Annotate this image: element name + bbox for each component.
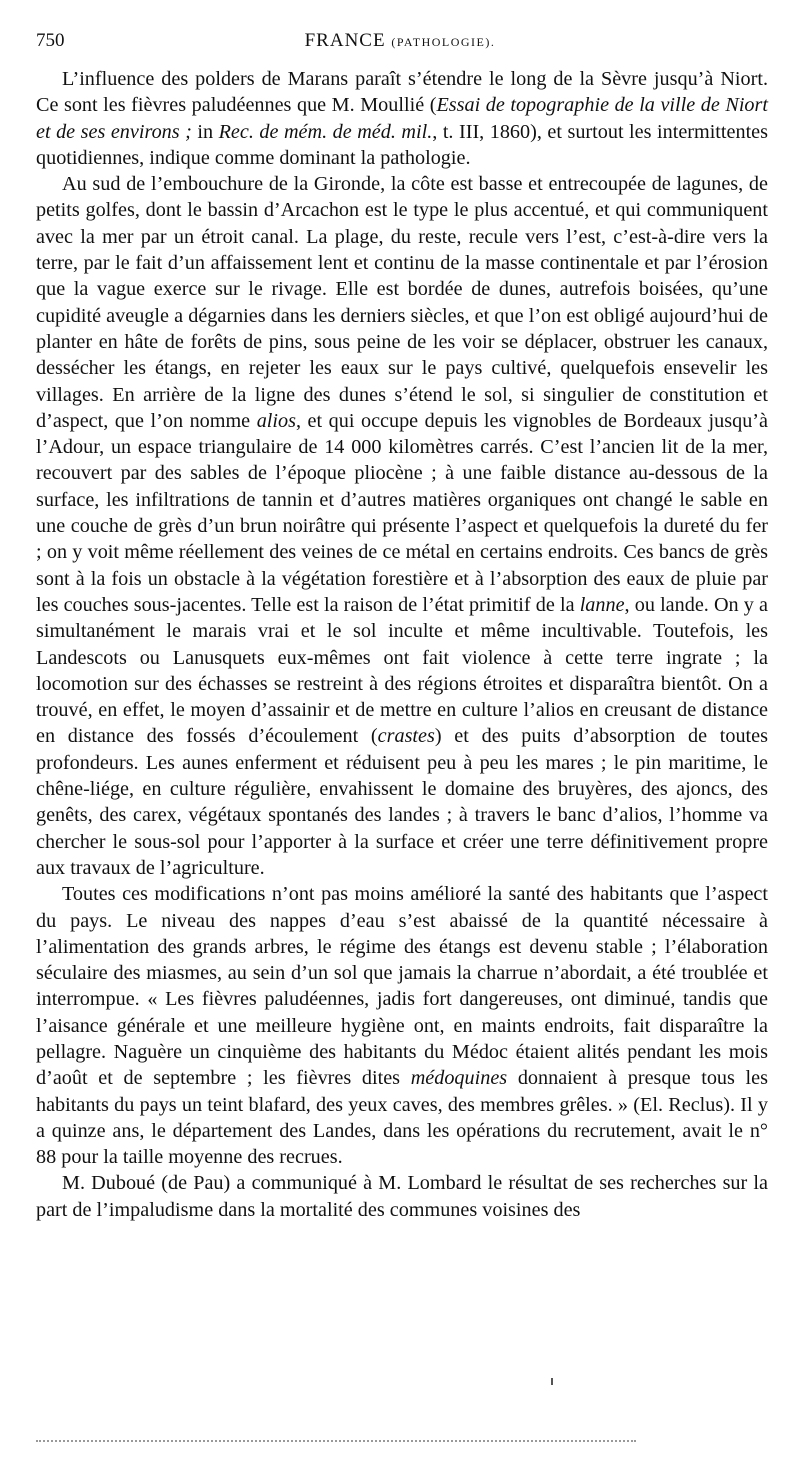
body-text <box>36 66 768 1223</box>
text-run: Au sud de l’embouchure de la Gironde, la côte est basse et entrecoupée de lagunes, de petits golfes, dont le bassin d’Arcachon est le type le plus accentué, et qui communiquent avec la mer par un étroit canal. La plage, du reste, recule vers l’est, c’est-à-dire vers la terre, par le fait d’un affaissement lent et continu de la masse continentale et par l’érosion que la vague exerce sur le rivage. Elle est bordée de dunes, autrefois boisées, qu’une cupidité aveugle a dégarnies dans les derniers siècles, et que l’on est obligé aujourd’hui de planter en hâte de forêts de pins, sous peine de les voir se déplacer, obstruer les canaux, dessécher les étangs, en rejeter les eaux sur le pays cultivé, quelquefois ensevelir les villages. En arrière de la ligne des dunes s’étend le sol, si singulier de constitution et d’aspect, que l’on nomme <box>36 173 768 432</box>
text-run: Toutes ces modifications n’ont pas moins amélioré la santé des habitants que l’aspect du pays. Le niveau des nappes d’eau s’est abaissé de la quantité nécessaire à l’alimentation des grands arbres, le régime des étangs est devenu stable ; l’élaboration séculaire des miasmes, au sein d’un sol que jamais la charrue n’abordait, a été troublée et interrompue. « Les fièvres paludéennes, jadis fort dangereuses, ont diminué, tandis que l’aisance générale et une meilleure hygiène ont, en maints endroits, fait disparaître la pellagre. Naguère un cinquième des habitants du Médoc étaient alités pendant les mois d’août et de septembre ; les fièvres dites <box>36 883 768 1090</box>
text-run: donnaient à presque tous les habitants du pays un teint blafard, des yeux caves, des membres grêles. » (El. Reclus). Il y a quinze ans, le département des Landes, dans les opérations du recrutement, avait le n° 88 pour la taille moyenne des recrues. <box>36 1067 768 1169</box>
italic-text-run: Essai de topographie de la ville de Niort et de ses environs ; <box>36 94 768 143</box>
text-run: , t. III, 1860), et surtout les intermittentes quotidiennes, indique comme dominant la pathologie. <box>36 120 769 169</box>
stray-ink-mark <box>551 1378 553 1385</box>
paragraph-1 <box>36 66 768 171</box>
text-run: L’influence des polders de Marans paraît s’étendre le long de la Sèvre jusqu’à Niort. Ce sont les fièvres paludéennes que M. Moullié ( <box>36 68 768 117</box>
text-run: , ou lande. On y a simultanément le marais vrai et le sol inculte et même incultivable. Toutefois, les Landescots ou Lanusquets eux-mêmes ont fait violence à cette terre ingrate ; la locomotion sur des échasses se restreint à des régions étroites et disparaîtra bientôt. On a trouvé, en effet, le moyen d’assainir et de mettre en culture l’alios en creusant de distance en distance des fossés d’écoulement ( <box>36 593 768 748</box>
page-number: 750 <box>36 30 65 51</box>
italic-text-run: alios <box>256 409 296 432</box>
italic-text-run: médoquines <box>410 1067 508 1090</box>
page-header <box>36 30 764 56</box>
text-run: , et qui occupe depuis les vignobles de Bordeaux jusqu’à l’Adour, un espace triangulaire de 14 000 kilomètres carrés. C’est l’ancien lit de la mer, recouvert par des sables de l’époque pliocène ; à une faible distance au-dessous de la surface, les infiltrations de tannin et d’autres matières organiques ont changé le sable en une couche de grès d’un brun noirâtre qui présente l’aspect et quelquefois la dureté du fer ; on y voit même réellement des veines de ce métal en certains endroits. Ces bancs de grès sont à la fois un obstacle à la végétation forestière et à l’absorption des eaux de pluie par les couches sous-jacentes. Telle est la raison de l’état primitif de la <box>36 409 768 616</box>
paragraph-4 <box>36 1170 768 1223</box>
paragraph-3 <box>36 881 768 1170</box>
footer-dotted-rule <box>36 1440 636 1444</box>
paragraph-2 <box>36 171 768 881</box>
text-run: in <box>191 120 219 143</box>
running-title-main: FRANCE <box>304 30 386 51</box>
text-run: ) et des puits d’absorption de toutes profondeurs. Les aunes enferment et réduisent peu à peu les mares ; le pin maritime, le chêne-liége, en culture régulière, envahissent le domaine des bruyères, des ajoncs, des genêts, des carex, végétaux spontanés des landes ; à travers le banc d’alios, l’homme va chercher le sous-sol pour l’apporter à la surface et créer une terre définitivement propre aux travaux de l’agriculture. <box>36 725 768 879</box>
italic-text-run: Rec. de mém. de méd. mil. <box>218 120 433 143</box>
italic-text-run: crastes <box>377 725 435 748</box>
running-title <box>36 30 764 52</box>
italic-text-run: lanne <box>579 593 625 616</box>
text-run: M. Duboué (de Pau) a communiqué à M. Lombard le résultat de ses recherches sur la part de l’impaludisme dans la mortalité des communes voisines des <box>36 1172 768 1221</box>
running-title-sub: (PATHOLOGIE). <box>391 35 496 49</box>
